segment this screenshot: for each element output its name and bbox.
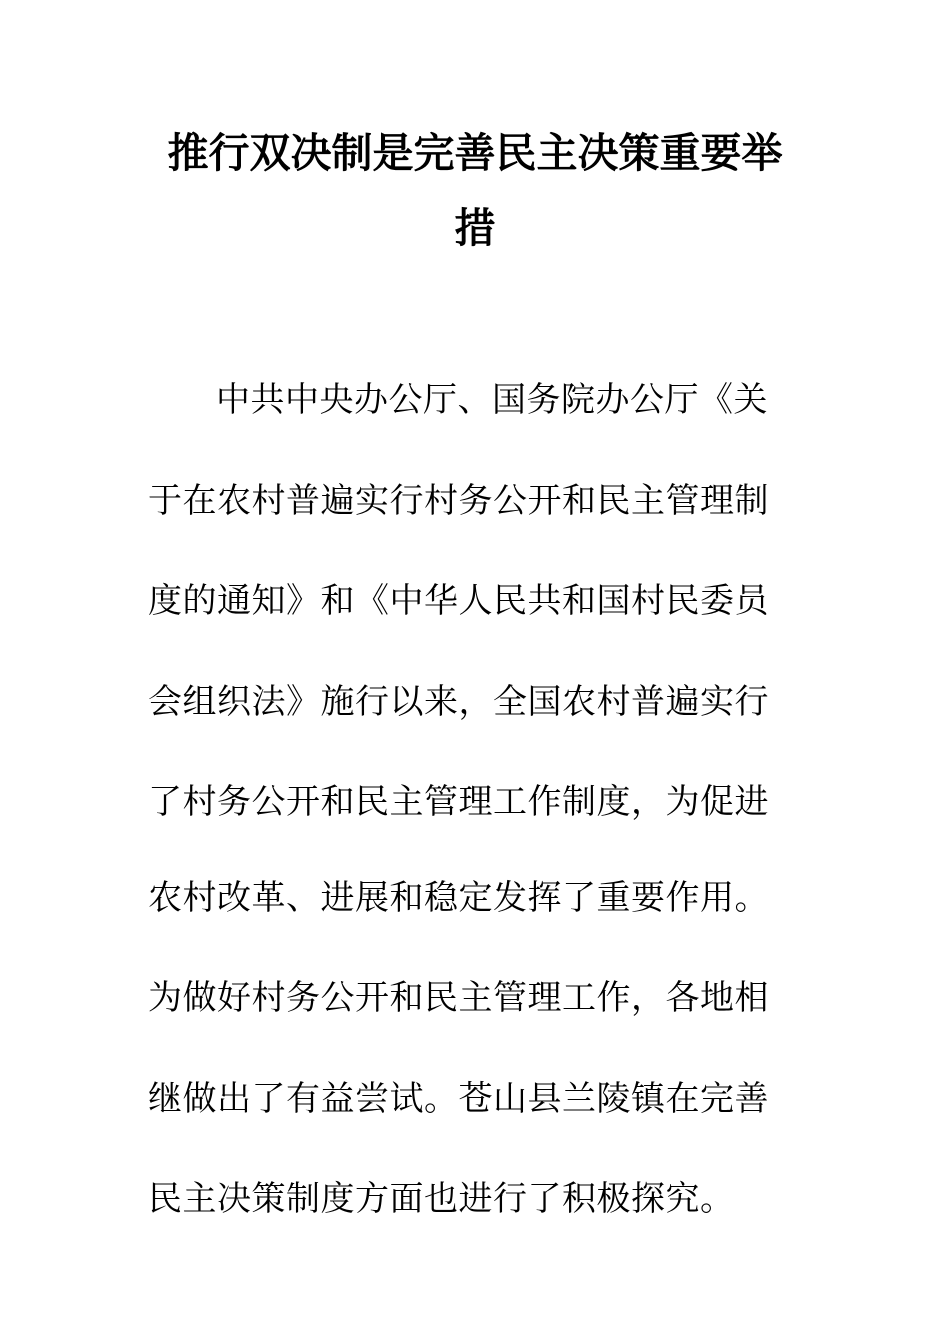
body-text-line-9: 民主决策制度方面也进行了积极探究。 xyxy=(148,1179,735,1219)
body-text-line-5: 了村务公开和民主管理工作制度，为促进 xyxy=(148,782,769,822)
body-text-line-1: 中共中央办公厅、国务院办公厅《关 xyxy=(216,380,768,420)
body-text-line-4: 会组织法》施行以来，全国农村普遍实行 xyxy=(148,682,769,722)
body-text-line-3: 度的通知》和《中华人民共和国村民委员 xyxy=(148,581,769,621)
document-title-line-1: 推行双决制是完善民主决策重要举 xyxy=(167,129,783,177)
document-title-line-2: 措 xyxy=(454,204,496,252)
body-text-line-7: 为做好村务公开和民主管理工作，各地相 xyxy=(148,978,769,1018)
body-text-line-8: 继做出了有益尝试。苍山县兰陵镇在完善 xyxy=(148,1079,769,1119)
body-text-line-2: 于在农村普遍实行村务公开和民主管理制 xyxy=(148,481,769,521)
body-text-line-6: 农村改革、进展和稳定发挥了重要作用。 xyxy=(148,878,769,918)
